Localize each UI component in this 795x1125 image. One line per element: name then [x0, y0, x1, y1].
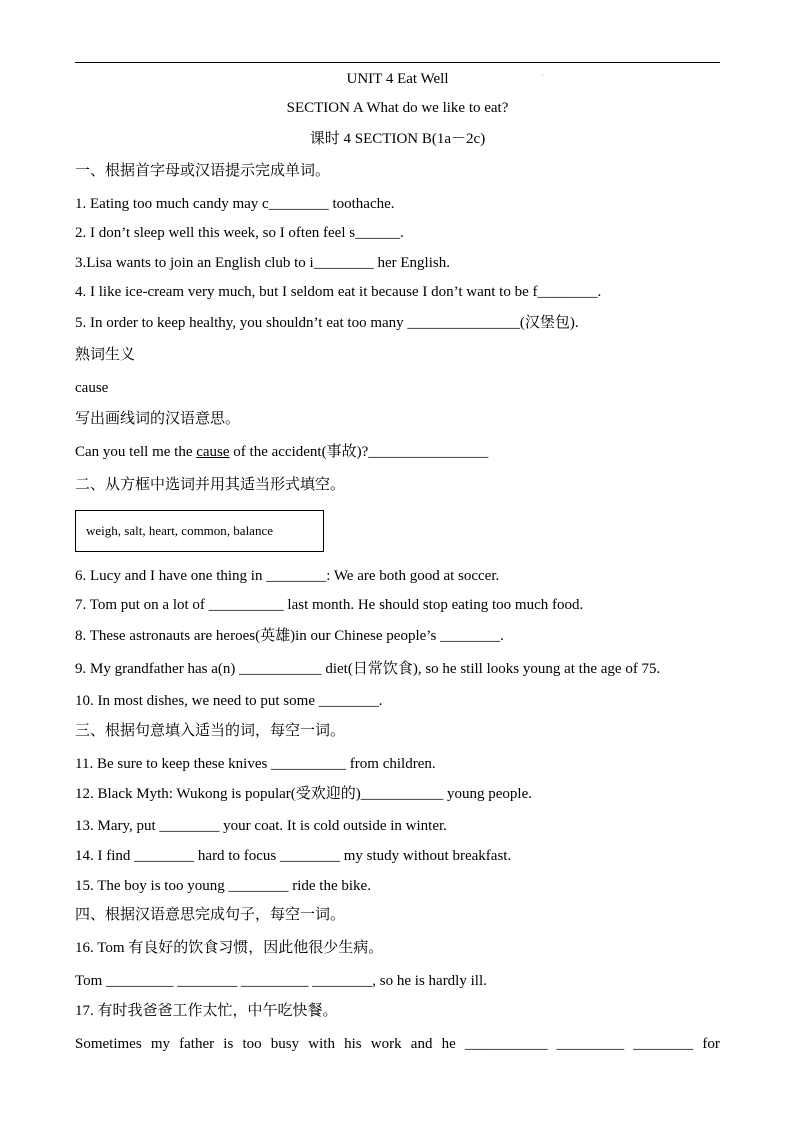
- polysemy-instruction: 写出画线词的汉语意思。: [75, 411, 241, 427]
- decorative-dot: ·: [542, 73, 544, 79]
- word-box: [75, 510, 324, 552]
- polysemy-heading: 熟词生义: [75, 347, 136, 363]
- polysemy-sentence: [75, 442, 488, 462]
- question-11: 11. Be sure to keep these knives __________ from children.: [75, 756, 436, 772]
- q17-blank: ___________: [464, 1036, 548, 1052]
- q17-word: my: [150, 1036, 170, 1052]
- question-17-english: [75, 1034, 720, 1054]
- question-1: 1. Eating too much candy may c________ toothache.: [75, 196, 395, 212]
- question-7: 7. Tom put on a lot of __________ last month. He should stop eating too much food.: [75, 597, 584, 613]
- polysemy-word: cause: [75, 380, 109, 396]
- question-8: 8. These astronauts are heroes(英雄)in our Chinese people’s ________.: [75, 628, 504, 644]
- underlined-word: cause: [196, 444, 230, 460]
- unit-title: UNIT 4 Eat Well: [346, 71, 449, 87]
- question-9: 9. My grandfather has a(n) ___________ diet(日常饮食), so he still looks young at the age of 75.: [75, 661, 661, 677]
- question-13: 13. Mary, put ________ your coat. It is cold outside in winter.: [75, 818, 447, 834]
- question-3: 3.Lisa wants to join an English club to i________ her English.: [75, 255, 450, 271]
- q17-word: father: [179, 1036, 215, 1052]
- q17-word: and: [410, 1036, 433, 1052]
- question-12: 12. Black Myth: Wukong is popular(受欢迎的)___________ young people.: [75, 786, 532, 802]
- question-5: 5. In order to keep healthy, you shouldn’t eat too many _______________(汉堡包).: [75, 315, 579, 331]
- question-16-chinese: 16. Tom 有良好的饮食习惯，因此他很少生病。: [75, 940, 384, 956]
- lesson-title: 课时 4 SECTION B(1a－2c): [309, 131, 486, 147]
- sentence-part: of the accident(事故)?________________: [229, 444, 489, 460]
- part3-heading: 三、根据句意填入适当的词，每空一词。: [75, 723, 346, 739]
- q17-word: his: [344, 1036, 362, 1052]
- part2-heading: 二、从方框中选词并用其适当形式填空。: [75, 477, 346, 493]
- question-4: 4. I like ice-cream very much, but I seldom eat it because I don’t want to be f________.: [75, 284, 602, 300]
- q17-blank: ________: [633, 1036, 694, 1052]
- question-16-english: Tom _________ ________ _________ ________, so he is hardly ill.: [75, 973, 487, 989]
- header-rule: [75, 62, 720, 63]
- word-box-text: weigh, salt, heart, common, balance: [86, 523, 273, 538]
- question-6: 6. Lucy and I have one thing in ________: We are both good at soccer.: [75, 568, 500, 584]
- question-2: 2. I don’t sleep well this week, so I often feel s______.: [75, 225, 404, 241]
- section-title: SECTION A What do we like to eat?: [286, 100, 509, 116]
- part4-heading: 四、根据汉语意思完成句子，每空一词。: [75, 907, 346, 923]
- q17-blank: _________: [556, 1036, 625, 1052]
- q17-word: is: [223, 1036, 234, 1052]
- question-15: 15. The boy is too young ________ ride the bike.: [75, 878, 371, 894]
- question-17-chinese: 17. 有时我爸爸工作太忙，中午吃快餐。: [75, 1003, 338, 1019]
- q17-word: for: [702, 1036, 720, 1052]
- q17-word: too: [242, 1036, 262, 1052]
- sentence-part: Can you tell me the: [75, 444, 197, 460]
- question-10: 10. In most dishes, we need to put some ________.: [75, 693, 383, 709]
- q17-word: busy: [270, 1036, 300, 1052]
- q17-word: with: [308, 1036, 335, 1052]
- q17-word: he: [441, 1036, 456, 1052]
- q17-word: Sometimes: [75, 1036, 142, 1052]
- question-14: 14. I find ________ hard to focus ________ my study without breakfast.: [75, 848, 512, 864]
- q17-word: work: [370, 1036, 402, 1052]
- part1-heading: 一、根据首字母或汉语提示完成单词。: [75, 163, 331, 179]
